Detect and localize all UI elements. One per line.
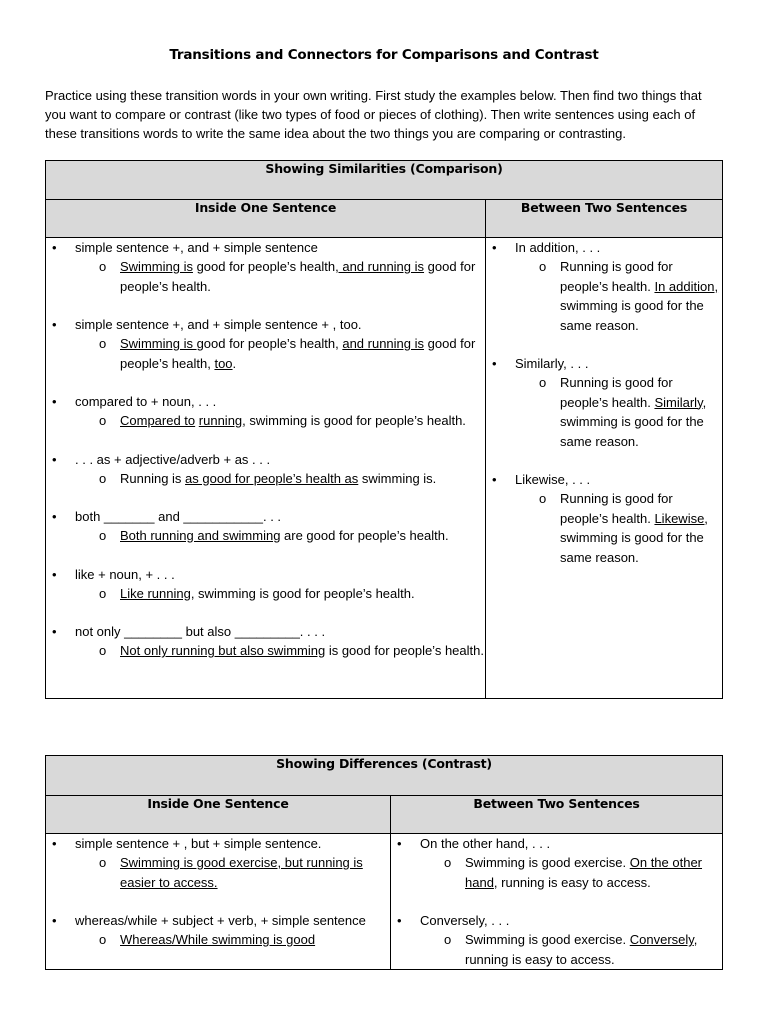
example-item: o Running is good for people’s health. Likewise, swimming is good for the same reason.: [515, 489, 722, 567]
example-item: o Whereas/While swimming is good: [75, 930, 390, 950]
contrast-table: [45, 755, 723, 970]
contrast-col-between: Between Two Sentences: [391, 796, 723, 834]
example-item: o Running is good for people’s health. Similarly, swimming is good for the same reason.: [515, 373, 722, 451]
comparison-table: [45, 160, 723, 699]
example-item: o Compared to running, swimming is good for people’s health.: [75, 411, 485, 431]
page-title: Transitions and Connectors for Comparisons and Contrast: [169, 47, 599, 63]
list-item: • On the other hand, . . . o Swimming is good exercise. On the other hand, running is easy to access.: [391, 834, 722, 892]
list-item: • Likewise, . . . o Running is good for people’s health. Likewise, swimming is good for the same reason.: [486, 470, 722, 567]
list-item: • In addition, . . . o Running is good for people’s health. In addition, swimming is good for the same reason.: [486, 238, 722, 335]
comparison-inside-cell: [46, 238, 486, 699]
example-item: o Both running and swimming are good for people’s health.: [75, 526, 485, 546]
list-item: • whereas/while + subject + verb, + simple sentence o Whereas/While swimming is good: [46, 911, 390, 950]
list-item: • like + noun, + . . . o Like running, swimming is good for people’s health.: [46, 565, 485, 604]
intro-paragraph: Practice using these transition words in your own writing. First study the examples below. Then find two things that you want to compare or contrast (like two types of food or pieces of clothing). Then write sentences using each of these transitions words to write the same idea about the two things you are comparing or contrasting.: [45, 88, 702, 141]
comparison-heading: Showing Similarities (Comparison): [46, 161, 723, 200]
contrast-inside-cell: [46, 834, 391, 970]
comparison-between-cell: [486, 238, 723, 699]
list-item: • simple sentence +, and + simple sentence + , too. o Swimming is good for people’s health, and running is good for people’s health, too.: [46, 315, 485, 373]
list-item: • Similarly, . . . o Running is good for people’s health. Similarly, swimming is good for the same reason.: [486, 354, 722, 451]
contrast-col-inside: Inside One Sentence: [46, 796, 391, 834]
list-item: • . . . as + adjective/adverb + as . . . o Running is as good for people’s health as swimming is.: [46, 450, 485, 489]
example-item: o Swimming is good exercise. Conversely, running is easy to access.: [420, 930, 722, 969]
example-item: o Running is as good for people’s health as swimming is.: [75, 469, 485, 489]
list-item: • both _______ and ___________. . . o Both running and swimming are good for people’s health.: [46, 507, 485, 546]
list-item: • not only ________ but also _________. . . . o Not only running but also swimming is good for people’s health.: [46, 622, 485, 661]
example-item: o Like running, swimming is good for people’s health.: [75, 584, 485, 604]
list-item: • simple sentence + , but + simple sentence. o Swimming is good exercise, but running is easier to access.: [46, 834, 390, 892]
contrast-heading: Showing Differences (Contrast): [46, 756, 723, 796]
example-item: o Not only running but also swimming is good for people’s health.: [75, 641, 485, 661]
example-item: o Swimming is good for people’s health, and running is good for people’s health.: [75, 257, 485, 296]
comparison-col-between: Between Two Sentences: [486, 200, 723, 238]
example-item: o Swimming is good for people’s health, and running is good for people’s health, too.: [75, 334, 485, 373]
list-item: • compared to + noun, . . . o Compared to running, swimming is good for people’s health.: [46, 392, 485, 431]
list-item: • simple sentence +, and + simple sentence o Swimming is good for people’s health, and running is good for people’s health.: [46, 238, 485, 296]
example-item: o Running is good for people’s health. In addition, swimming is good for the same reason.: [515, 257, 722, 335]
contrast-between-cell: [391, 834, 723, 970]
example-item: o Swimming is good exercise. On the other hand, running is easy to access.: [420, 853, 722, 892]
example-item: o Swimming is good exercise, but running is easier to access.: [75, 853, 390, 892]
comparison-col-inside: Inside One Sentence: [46, 200, 486, 238]
list-item: • Conversely, . . . o Swimming is good exercise. Conversely, running is easy to access.: [391, 911, 722, 969]
